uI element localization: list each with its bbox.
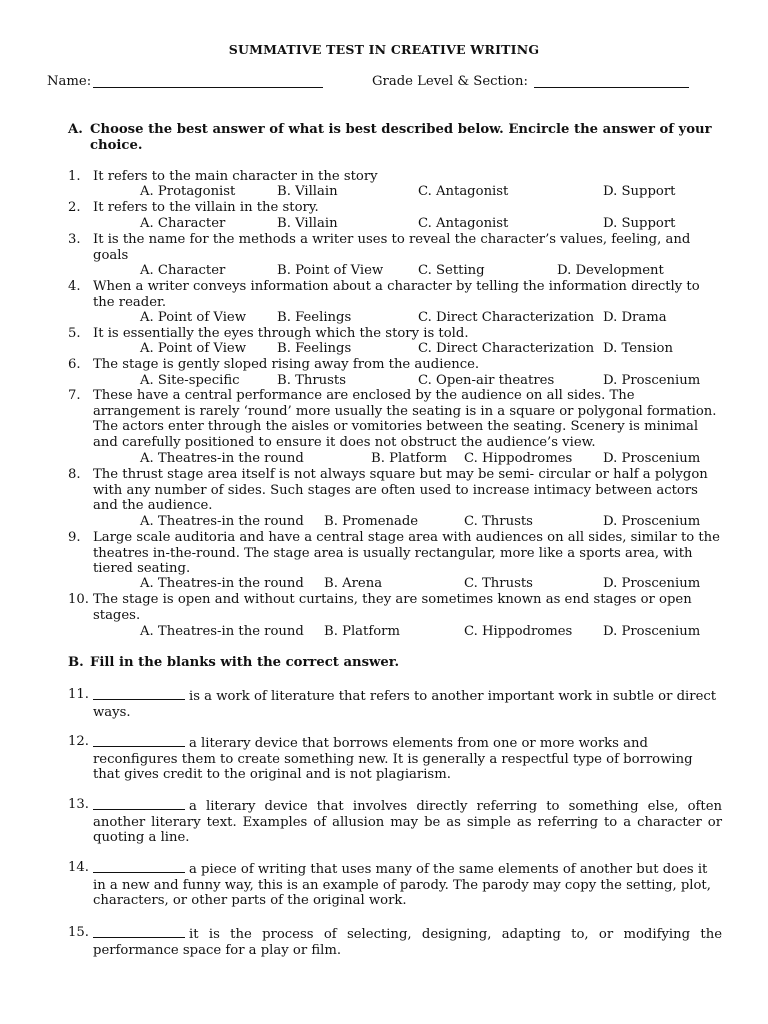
- question-number: 8.: [68, 467, 81, 482]
- option-d[interactable]: D. Proscenium: [603, 576, 701, 591]
- section-b-label: B.: [68, 655, 84, 670]
- question-stem: It refers to the villain in the story.: [93, 200, 319, 215]
- question-number: 2.: [68, 200, 81, 215]
- answer-blank[interactable]: [93, 925, 185, 938]
- option-a[interactable]: A. Theatres-in the round: [140, 451, 304, 466]
- question-stem: When a writer conveys information about a character by telling the information directly to the reader.: [93, 279, 700, 310]
- item-number: 14.: [68, 860, 89, 875]
- option-a[interactable]: A. Site-specific: [140, 373, 240, 388]
- answer-blank[interactable]: [93, 734, 185, 747]
- item-text: a piece of writing that uses many of the same elements of another but does it in a new and funny way, this is an example of parody. The parody may copy the setting, plot, characters, or other parts of the original work.: [93, 862, 711, 909]
- option-c[interactable]: C. Direct Characterization: [418, 341, 595, 356]
- question-3-options: [140, 263, 740, 279]
- option-a[interactable]: A. Character: [140, 263, 226, 278]
- question-stem: These have a central performance are enclosed by the audience on all sides. The arrangement is rarely ‘round’ more usually the seating is in a square or polygonal formation. The actors enter through the aisles or vomitories between the seating. Scenery is minimal and carefully positioned to ensure it does not obstruct the audience’s view.: [93, 388, 717, 450]
- option-b[interactable]: B. Thrusts: [277, 373, 346, 388]
- answer-blank[interactable]: [93, 687, 185, 700]
- option-c[interactable]: C. Antagonist: [418, 184, 509, 199]
- option-a[interactable]: A. Point of View: [140, 310, 247, 325]
- question-number: 4.: [68, 279, 81, 294]
- option-d[interactable]: D. Proscenium: [603, 624, 701, 639]
- option-c[interactable]: C. Hippodromes: [464, 451, 573, 466]
- option-a[interactable]: A. Point of View: [140, 341, 247, 356]
- question-number: 7.: [68, 388, 81, 403]
- header-fields: [47, 74, 707, 94]
- option-b[interactable]: B. Feelings: [277, 310, 352, 325]
- question-stem: The stage is open and without curtains, they are sometimes known as end stages or open stages.: [93, 592, 692, 623]
- option-b[interactable]: B. Point of View: [277, 263, 384, 278]
- item-text: a literary device that involves directly referring to something else, often another literary text. Examples of allusion may be as simple as referring to a character or quoting a line.: [93, 799, 722, 846]
- option-c[interactable]: C. Antagonist: [418, 216, 509, 231]
- item-text: is a work of literature that refers to another important work in subtle or direct ways.: [93, 689, 717, 720]
- answer-blank[interactable]: [93, 797, 185, 810]
- question-number: 3.: [68, 232, 81, 247]
- grade-label: Grade Level & Section:: [372, 74, 528, 89]
- option-a[interactable]: A. Theatres-in the round: [140, 576, 304, 591]
- item-number: 12.: [68, 734, 89, 749]
- section-a-label: A.: [68, 122, 83, 137]
- option-d[interactable]: D. Support: [603, 184, 676, 199]
- option-c[interactable]: C. Thrusts: [464, 514, 533, 529]
- question-6-options: [140, 373, 740, 389]
- item-number: 13.: [68, 797, 89, 812]
- question-number: 1.: [68, 169, 81, 184]
- name-label: Name:: [47, 74, 92, 89]
- question-stem: It is essentially the eyes through which the story is told.: [93, 326, 469, 341]
- section-b-instruction: Fill in the blanks with the correct answer.: [90, 655, 400, 670]
- option-d[interactable]: D. Development: [557, 263, 664, 278]
- option-b[interactable]: B. Feelings: [277, 341, 352, 356]
- option-b[interactable]: B. Villain: [277, 216, 338, 231]
- option-b[interactable]: B. Promenade: [324, 514, 419, 529]
- question-number: 6.: [68, 357, 81, 372]
- question-number: 9.: [68, 530, 81, 545]
- option-d[interactable]: D. Drama: [603, 310, 667, 325]
- option-b[interactable]: B. Villain: [277, 184, 338, 199]
- answer-blank[interactable]: [93, 860, 185, 873]
- question-2-options: [140, 216, 740, 232]
- grade-blank[interactable]: [534, 74, 689, 92]
- option-c[interactable]: C. Hippodromes: [464, 624, 573, 639]
- option-b[interactable]: B. Platform: [371, 451, 447, 466]
- option-b[interactable]: B. Platform: [324, 624, 400, 639]
- question-7-options: [140, 451, 740, 467]
- question-stem: It is the name for the methods a writer uses to reveal the character’s values, feeling, and goals: [93, 232, 691, 263]
- question-number: 10.: [68, 592, 89, 607]
- section-a-instruction: Choose the best answer of what is best described below. Encircle the answer of your choice.: [90, 122, 712, 153]
- option-d[interactable]: D. Proscenium: [603, 451, 701, 466]
- option-a[interactable]: A. Protagonist: [140, 184, 236, 199]
- option-d[interactable]: D. Proscenium: [603, 514, 701, 529]
- question-stem: The stage is gently sloped rising away from the audience.: [93, 357, 480, 372]
- question-1-options: [140, 184, 740, 200]
- question-stem: The thrust stage area itself is not always square but may be semi- circular or half a polygon with any number of sides. Such stages are often used to increase intimacy between actors and the audience.: [93, 467, 708, 514]
- option-c[interactable]: C. Setting: [418, 263, 485, 278]
- question-9-options: [140, 576, 740, 592]
- question-8-options: [140, 514, 740, 530]
- item-text: it is the process of selecting, designing, adapting to, or modifying the performance space for a play or film.: [93, 927, 722, 958]
- item-number: 11.: [68, 687, 89, 702]
- option-a[interactable]: A. Theatres-in the round: [140, 514, 304, 529]
- question-number: 5.: [68, 326, 81, 341]
- item-text: a literary device that borrows elements from one or more works and reconfigures them to create something new. It is generally a respectful type of borrowing that gives credit to the original and is not plagiarism.: [93, 736, 693, 783]
- name-blank[interactable]: [93, 74, 323, 92]
- item-number: 15.: [68, 925, 89, 940]
- question-stem: Large scale auditoria and have a central stage area with audiences on all sides, similar to the theatres in-the-round. The stage area is usually rectangular, more like a sports area, with tiered seating.: [93, 530, 720, 577]
- option-b[interactable]: B. Arena: [324, 576, 383, 591]
- question-5-options: [140, 341, 740, 357]
- option-d[interactable]: D. Proscenium: [603, 373, 701, 388]
- question-4-options: [140, 310, 740, 326]
- question-10-options: [140, 624, 740, 640]
- option-d[interactable]: D. Support: [603, 216, 676, 231]
- option-d[interactable]: D. Tension: [603, 341, 673, 356]
- page-title: SUMMATIVE TEST IN CREATIVE WRITING: [228, 42, 540, 57]
- option-c[interactable]: C. Thrusts: [464, 576, 533, 591]
- option-a[interactable]: A. Character: [140, 216, 226, 231]
- question-stem: It refers to the main character in the story: [93, 169, 378, 184]
- option-a[interactable]: A. Theatres-in the round: [140, 624, 304, 639]
- option-c[interactable]: C. Direct Characterization: [418, 310, 595, 325]
- option-c[interactable]: C. Open-air theatres: [418, 373, 555, 388]
